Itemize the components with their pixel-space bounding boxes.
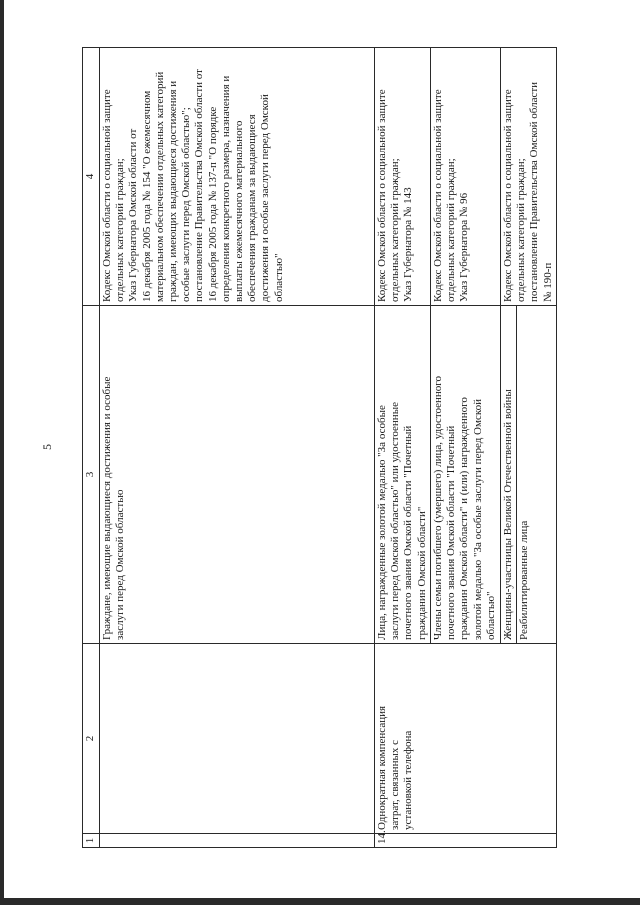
cell-basis-family-members: Кодекс Омской области о социальной защите отдельных категорий граждан; Указ Губернатора № 96 bbox=[431, 48, 501, 306]
cell-legal-basis: Кодекс Омской области о социальной защите отдельных категорий граждан; Указ Губернатора Омской области от 16 декабря 2005 года № 154 "О ежемесячном материальном обеспечении отдельных категорий граждан, имеющих выдающиеся достижения и особые заслуги перед Омской областью"; постановление Правительства Омской области от 16 декабря 2005 года № 137-п "О порядке определения конкретного размера, назначения и выплаты ежемесячного материального обеспечения гражданам за выдающиеся достижения и особые заслуги перед Омской областью" bbox=[100, 48, 375, 306]
cell-row-number: 14. bbox=[375, 834, 557, 848]
benefits-table bbox=[82, 47, 557, 848]
cell-category-rehabilitated: Реабилитированные лица bbox=[517, 306, 557, 644]
header-col-4: 4 bbox=[83, 48, 100, 306]
table-row-continued bbox=[100, 48, 375, 848]
cell-category-medal-holders: Лица, награжденные золотой медалью "За особые заслуги перед Омской областью" или удостоенные почетного звания Омской области "Почетный гражданин Омской области" bbox=[375, 306, 431, 644]
header-col-2: 2 bbox=[83, 644, 100, 834]
page-number: 5 bbox=[40, 444, 54, 450]
cell-service bbox=[100, 644, 375, 834]
table-header-row bbox=[83, 48, 100, 848]
cell-basis-medal-holders: Кодекс Омской области о социальной защите отдельных категорий граждан; Указ Губернатора № 143 bbox=[375, 48, 431, 306]
table-row-14-a bbox=[375, 48, 431, 848]
header-col-1: 1 bbox=[83, 834, 100, 848]
cell-basis-veterans-rehabilitated: Кодекс Омской области о социальной защите отдельных категорий граждан; постановление Правительства Омской области № 190-п bbox=[501, 48, 557, 306]
cell-category: Граждане, имеющие выдающиеся достижения и особые заслуги перед Омской областью bbox=[100, 306, 375, 644]
scan-bottom-edge bbox=[0, 898, 640, 905]
cell-service-telephone: Однократная компенсация затрат, связанных с установкой телефона bbox=[375, 644, 557, 834]
rotated-table-container bbox=[82, 48, 554, 848]
header-col-3: 3 bbox=[83, 306, 100, 644]
cell-category-war-veterans: Женщины-участницы Великой Отечественной войны bbox=[501, 306, 517, 644]
cell-category-family-members: Члены семьи погибшего (умершего) лица, удостоенного почетного звания Омской области "Почетный гражданин Омской области" и (или) награжденного золотой медалью "За особые заслуги перед Омской областью" bbox=[431, 306, 501, 644]
scan-left-edge bbox=[0, 0, 4, 905]
cell-number bbox=[100, 834, 375, 848]
